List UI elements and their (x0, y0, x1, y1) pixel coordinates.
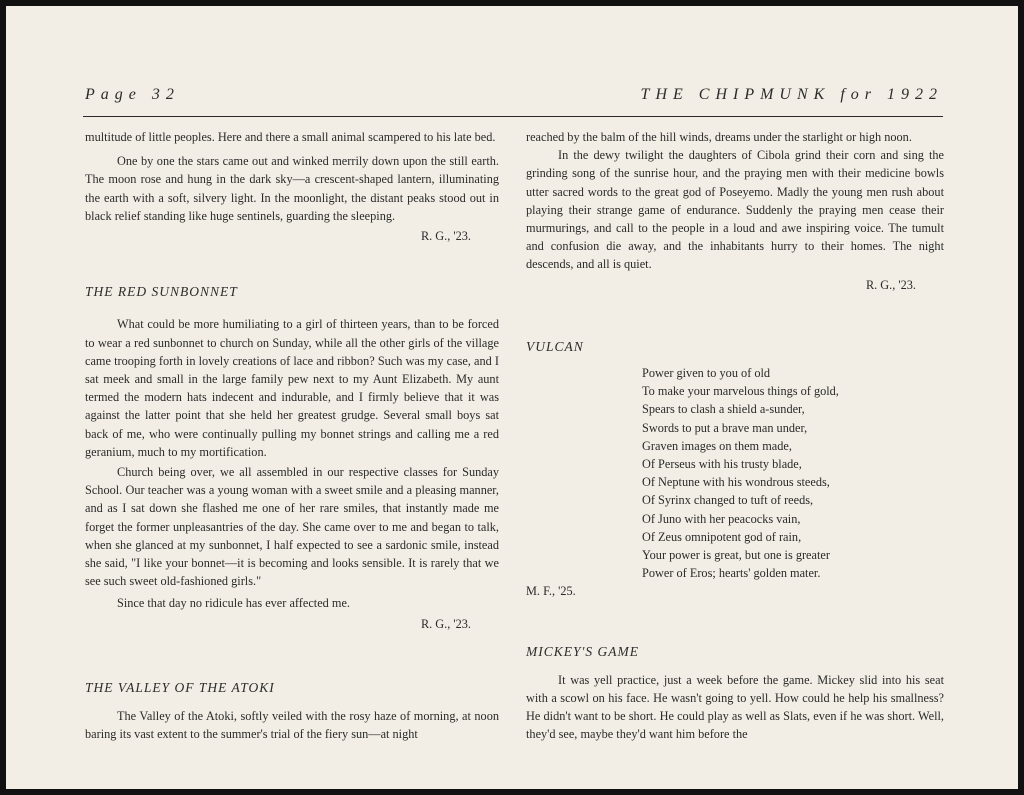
poem-line: Swords to put a brave man under, (642, 420, 808, 435)
signature: R. G., '23. (420, 229, 471, 244)
page-header (83, 86, 943, 117)
signature: R. G., '23. (420, 616, 471, 631)
poem-line: Power given to you of old (642, 366, 771, 381)
poem-line: Of Zeus omnipotent god of rain, (642, 529, 802, 544)
poem-line: Of Syrinx changed to tuft of reeds, (642, 493, 814, 508)
paragraph: reached by the balm of the hill winds, dreams under the starlight or high noon. (526, 130, 912, 144)
poem-line: Of Juno with her peacocks vain, (642, 511, 801, 526)
page-sheet (6, 6, 1018, 789)
poem-line: Spears to clash a shield a-sunder, (642, 402, 805, 417)
poem-line: Your power is great, but one is greater (642, 548, 830, 563)
paragraph: Church being over, we all assembled in our respective classes for Sunday School. Our teacher was a young woman with a sweet smile and a pleasing manner, and as I sat down she flashed me one of her rare smiles, that instantly made me forget the former unpleasantries of the day. She came over to me and began to talk, when she glanced at my sunbonnet, I half expected to see a sardonic smile, instead she said, "I like your bonnet—it is becoming and looks sensible. It is rarely that we see such sweet old-fashioned girls." (85, 465, 499, 589)
signature: R. G., '23. (865, 277, 916, 292)
paragraph: It was yell practice, just a week before the game. Mickey slid into his seat with a scowl on his face. He wasn't going to yell. How could he help his smallness? He didn't want to be short. He could play as well as Slats, even if he was short. Well, they'd see, maybe they'd want him before the (526, 672, 944, 742)
right-column (526, 128, 944, 744)
poem-title: VULCAN (526, 338, 584, 354)
running-title: THE CHIPMUNK for 1922 (640, 86, 943, 103)
poem (526, 364, 944, 582)
poem-line: Of Perseus with his trusty blade, (642, 457, 802, 472)
paragraph: One by one the stars came out and winked merrily down upon the still earth. The moon rose and hung in the dark sky—a crescent-shaped lantern, illuminating the earth with a soft, silvery light. In the moonlight, the distant peaks stood out in black relief standing like huge sentinels, guarding the sleeping. (85, 154, 499, 223)
paragraph: The Valley of the Atoki, softly veiled with the rosy haze of morning, at noon baring its vast extent to the summer's trial of the fiery sun—at night (85, 709, 499, 742)
paragraph: What could be more humiliating to a girl of thirteen years, than to be forced to wear a red sunbonnet to church on Sunday, while all the other girls of the village came trooping forth in lovely creations of lace and ribbon? Such was my case, and I sat meek and small in the large family pew next to my Aunt Elizabeth. My aunt termed the modern hats indecent and indurable, and I firmly believe that it was against the latter point that she held her greatest grudge. Several small boys sat back of me, who were continually pulling my bonnet strings and calling me a red geranium, much to my mortification. (85, 317, 499, 459)
left-column (85, 128, 499, 743)
story-title: THE RED SUNBONNET (85, 284, 238, 300)
paragraph: In the dewy twilight the daughters of Cibola grind their corn and sing the grinding song of the sunrise hour, and the praying men with their medicine bowls utter sacred words to the great god of Poseyemo. Madly the young men rush about playing their strange game of endurance. Suddenly the praying men cease their murmurings, and call to the people in a loud and awe inspiring voice. The tumult and confusion die away, and the inhabitants hurry to their homes. The night descends, and all is quiet. (526, 148, 944, 272)
poem-line: Graven images on them made, (642, 438, 792, 453)
paragraph: multitude of little peoples. Here and there a small animal scampered to his late bed. (85, 130, 496, 144)
page-number: Page 32 (85, 86, 180, 103)
signature: M. F., '25. (526, 584, 576, 599)
poem-line: Power of Eros; hearts' golden mater. (642, 566, 821, 581)
poem-line: To make your marvelous things of gold, (642, 384, 839, 399)
story-title: MICKEY'S GAME (526, 643, 640, 659)
poem-line: Of Neptune with his wondrous steeds, (642, 475, 830, 490)
paragraph: Since that day no ridicule has ever affected me. (117, 596, 350, 611)
story-title: THE VALLEY OF THE ATOKI (85, 679, 275, 695)
